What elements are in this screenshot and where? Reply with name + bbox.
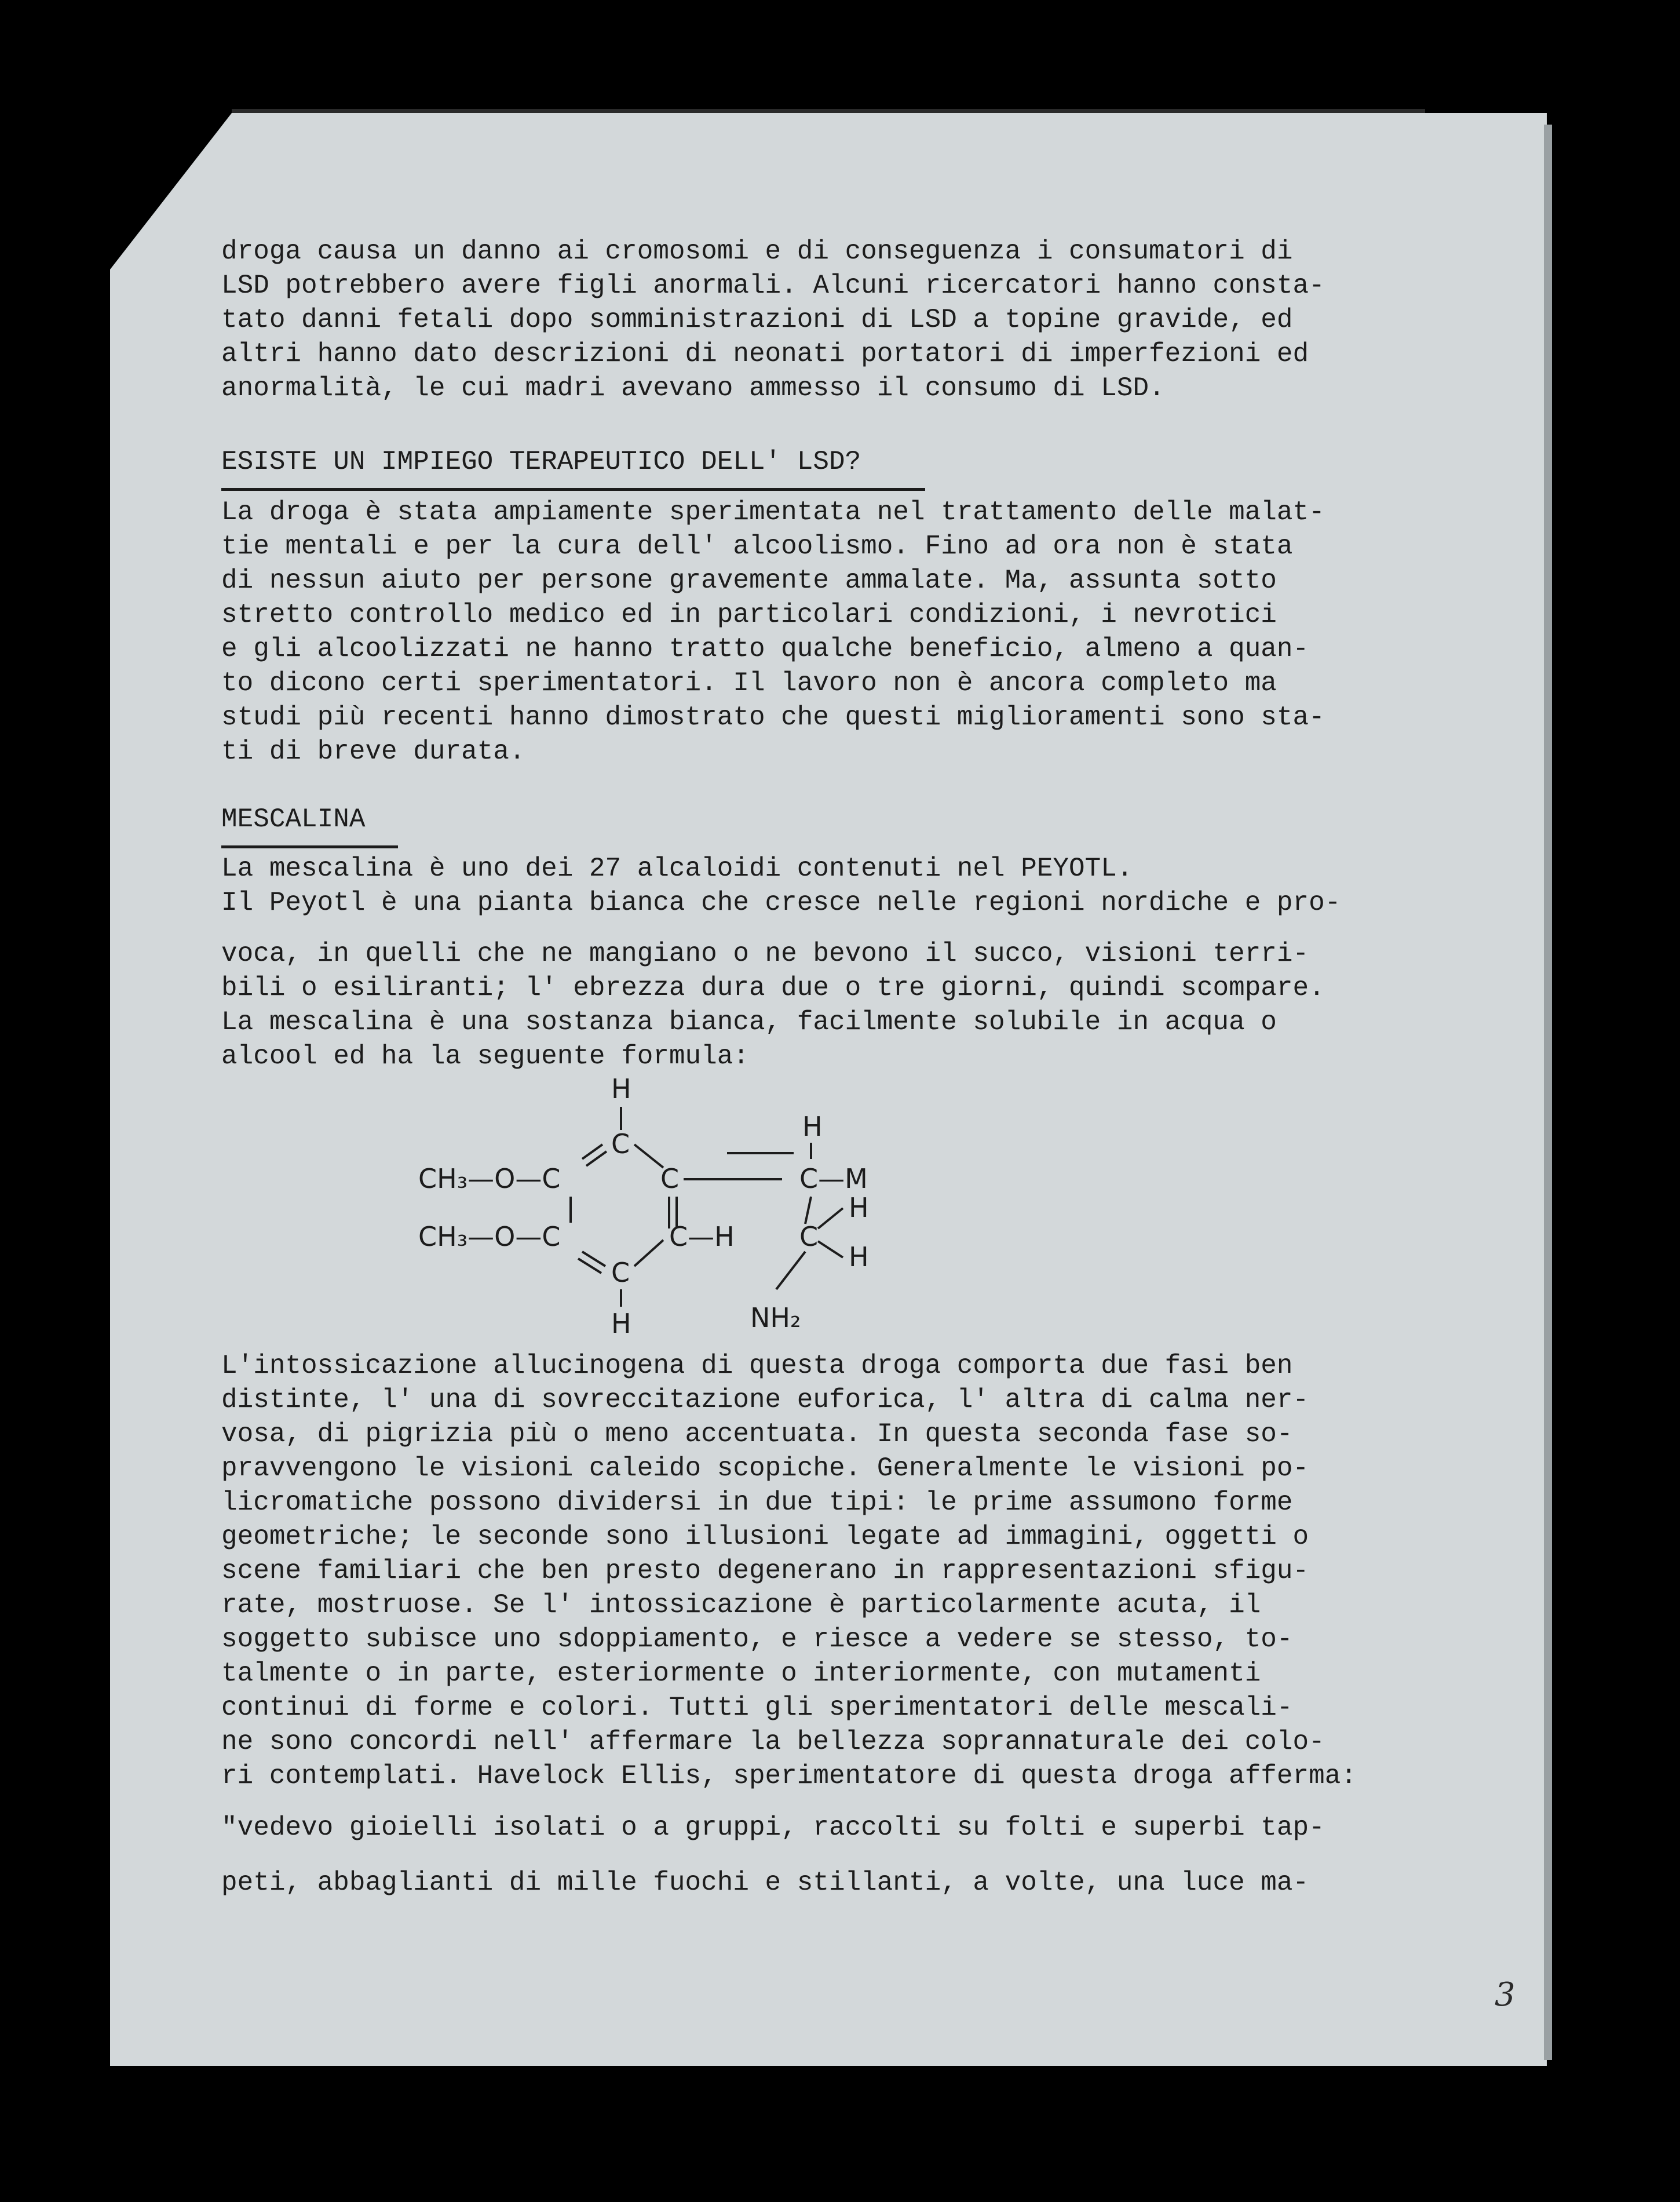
text-line: ti di breve durata. (221, 737, 525, 767)
atom-h-right-1: H (849, 1192, 869, 1223)
paragraph-therapeutic-use (221, 495, 1467, 769)
text-line: altri hanno dato descrizioni di neonati portatori di imperfezioni ed (221, 339, 1309, 369)
text-line: scene familiari che ben presto degenerano in rappresentazioni sfigu- (221, 1556, 1309, 1586)
text-line: di nessun aiuto per persone gravemente ammalate. Ma, assunta sotto (221, 566, 1277, 596)
text-line: distinte, l' una di sovreccitazione euforica, l' altra di calma ner- (221, 1385, 1309, 1415)
bond-line (776, 1252, 805, 1289)
atom-c-lower-mid: C—H (669, 1221, 735, 1252)
page-number: 3 (1495, 1976, 1515, 2014)
atom-c-side: C—M (799, 1163, 868, 1194)
atom-h-right-2: H (849, 1241, 869, 1273)
text-line: licromatiche possono dividersi in due tipi: le prime assumono forme (221, 1488, 1293, 1518)
text-line: vosa, di pigrizia più o meno accentuata. In questa seconda fase so- (221, 1419, 1293, 1449)
text-line: La droga è stata ampiamente sperimentata nel trattamento delle malat- (221, 497, 1325, 527)
paragraph-peyotl (221, 852, 1467, 920)
text-line: tie mentali e per la cura dell' alcoolismo. Fino ad ora non è stata (221, 531, 1293, 562)
atom-c-upper-mid: C (660, 1163, 680, 1194)
text-line: voca, in quelli che ne mangiano o ne bevono il succo, visioni terri- (221, 939, 1309, 969)
text-line: stretto controllo medico ed in particolari condizioni, i nevrotici (221, 600, 1277, 630)
text-line: ne sono concordi nell' affermare la bellezza soprannaturale dei colo- (221, 1727, 1325, 1757)
heading-underline (221, 488, 925, 491)
text-line: peti, abbaglianti di mille fuochi e stillanti, a volte, una luce ma- (221, 1868, 1309, 1898)
text-line: LSD potrebbero avere figli anormali. Alcuni ricercatori hanno consta- (221, 271, 1325, 301)
atom-c-bottom: C (611, 1257, 630, 1288)
bond-line (805, 1197, 811, 1224)
quote-line-1 (221, 1811, 1467, 1845)
text-line: to dicono certi sperimentatori. Il lavoro non è ancora completo ma (221, 668, 1277, 698)
page-right-edge (1544, 125, 1552, 2060)
text-line: talmente o in parte, esteriormente o interiormente, con mutamenti (221, 1658, 1261, 1689)
atom-ch3-upper: CH₃—O—C (418, 1163, 561, 1194)
atom-c-upper-ring: C (611, 1128, 630, 1160)
atom-c-side-lower: C (799, 1221, 819, 1252)
text-line: continui di forme e colori. Tutti gli sperimentatori delle mescali- (221, 1693, 1293, 1723)
text-line: tato danni fetali dopo somministrazioni di LSD a topine gravide, ed (221, 305, 1293, 335)
paragraph-intoxication (221, 1349, 1467, 1793)
text-line: rate, mostruose. Se l' intossicazione è particolarmente acuta, il (221, 1590, 1261, 1620)
text-line: pravvengono le visioni caleido scopiche. Generalmente le visioni po- (221, 1453, 1309, 1483)
bond-line (818, 1241, 843, 1257)
bond-line (818, 1208, 843, 1228)
paragraph-mescalina-effects (221, 937, 1467, 1074)
atom-h-top: H (611, 1073, 631, 1104)
atom-nh2: NH₂ (750, 1302, 801, 1333)
heading-mescalina: MESCALINA (221, 804, 366, 834)
text-line: anormalità, le cui madri avevano ammesso il consumo di LSD. (221, 373, 1165, 403)
paragraph-chromosome-damage (221, 235, 1467, 406)
text-line: geometriche; le seconde sono illusioni legate ad immagini, oggetti o (221, 1522, 1309, 1552)
text-line: e gli alcoolizzati ne hanno tratto qualche beneficio, almeno a quan- (221, 634, 1309, 664)
text-line: droga causa un danno ai cromosomi e di conseguenza i consumatori di (221, 236, 1293, 267)
text-line: L'intossicazione allucinogena di questa droga comporta due fasi ben (221, 1351, 1293, 1381)
text-line: "vedevo gioielli isolati o a gruppi, raccolti su folti e superbi tap- (221, 1813, 1325, 1843)
atom-h-top-right: H (802, 1111, 823, 1142)
quote-line-2 (221, 1866, 1467, 1900)
text-line: La mescalina è uno dei 27 alcaloidi contenuti nel PEYOTL. (221, 854, 1133, 884)
bond-line (634, 1240, 663, 1266)
atom-h-bottom: H (611, 1308, 631, 1339)
text-line: soggetto subisce uno sdoppiamento, e riesce a vedere se stesso, to- (221, 1624, 1293, 1654)
heading-underline (221, 845, 398, 848)
heading-therapeutic-use: ESISTE UN IMPIEGO TERAPEUTICO DELL' LSD? (221, 447, 861, 477)
text-line: bili o esiliranti; l' ebrezza dura due o tre giorni, quindi scompare. (221, 973, 1325, 1003)
text-line: studi più recenti hanno dimostrato che questi miglioramenti sono sta- (221, 702, 1325, 732)
atom-ch3-lower: CH₃—O—C (418, 1221, 561, 1252)
text-line: ri contemplati. Havelock Ellis, sperimentatore di questa droga afferma: (221, 1761, 1357, 1791)
bond-line (634, 1144, 663, 1168)
text-line: La mescalina è una sostanza bianca, facilmente solubile in acqua o (221, 1007, 1277, 1037)
text-line: alcool ed ha la seguente formula: (221, 1041, 749, 1071)
mescaline-structural-formula (406, 1072, 927, 1362)
text-line: Il Peyotl è una pianta bianca che cresce nelle regioni nordiche e pro- (221, 888, 1341, 918)
